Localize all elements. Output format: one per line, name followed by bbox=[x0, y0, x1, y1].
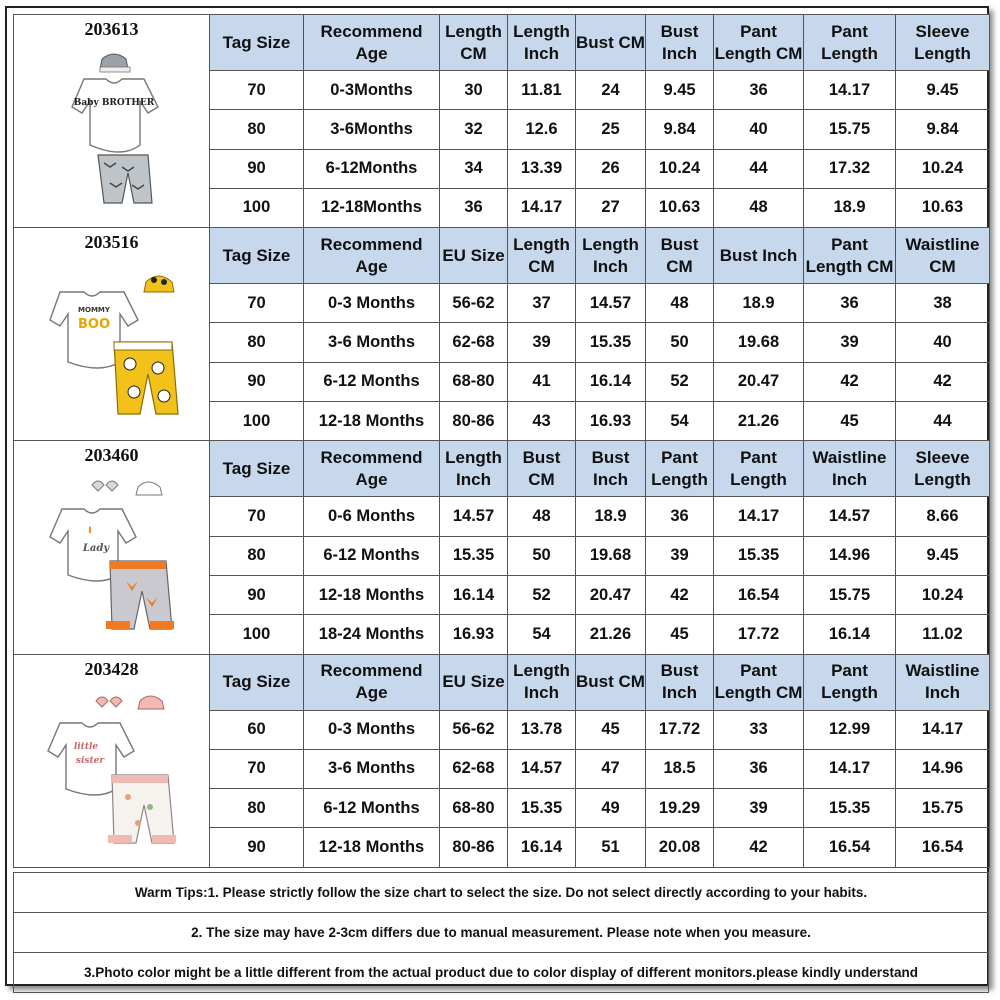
table-cell: 18.9 bbox=[576, 497, 646, 536]
table-cell: 3-6Months bbox=[304, 110, 440, 149]
column-header: Bust Inch bbox=[646, 654, 714, 710]
table-cell: 100 bbox=[210, 615, 304, 654]
column-header: Length Inch bbox=[440, 441, 508, 497]
table-cell: 16.54 bbox=[714, 575, 804, 614]
product-cell bbox=[14, 15, 210, 228]
column-header: Tag Size bbox=[210, 654, 304, 710]
table-cell: 20.47 bbox=[714, 362, 804, 401]
shirt-print-top: I bbox=[88, 526, 92, 537]
table-cell: 6-12 Months bbox=[304, 362, 440, 401]
table-cell: 45 bbox=[646, 615, 714, 654]
table-cell: 39 bbox=[714, 789, 804, 828]
table-cell: 44 bbox=[714, 149, 804, 188]
baby-brother-romper-set-icon bbox=[14, 15, 208, 225]
table-cell: 70 bbox=[210, 284, 304, 323]
column-header: Length CM bbox=[440, 15, 508, 71]
table-cell: 15.35 bbox=[804, 789, 896, 828]
shirt-print-bottom: sister bbox=[75, 755, 105, 766]
table-cell: 14.17 bbox=[896, 710, 990, 749]
table-cell: 15.35 bbox=[508, 789, 576, 828]
tip-line-2: 2. The size may have 2-3cm differs due to manual measurement. Please note when you measure. bbox=[14, 913, 989, 953]
table-cell: 3-6 Months bbox=[304, 323, 440, 362]
table-cell: 38 bbox=[896, 284, 990, 323]
table-cell: 17.32 bbox=[804, 149, 896, 188]
column-header: Tag Size bbox=[210, 228, 304, 284]
table-cell: 15.35 bbox=[576, 323, 646, 362]
table-cell: 10.24 bbox=[646, 149, 714, 188]
table-cell: 56-62 bbox=[440, 284, 508, 323]
table-cell: 14.57 bbox=[508, 749, 576, 788]
table-cell: 20.47 bbox=[576, 575, 646, 614]
table-cell: 6-12 Months bbox=[304, 536, 440, 575]
product-cell bbox=[14, 228, 210, 441]
table-cell: 16.14 bbox=[440, 575, 508, 614]
product-code: 203460 bbox=[84, 445, 139, 466]
table-cell: 41 bbox=[508, 362, 576, 401]
table-cell: 62-68 bbox=[440, 323, 508, 362]
product-cell bbox=[14, 441, 210, 654]
table-cell: 48 bbox=[508, 497, 576, 536]
table-cell: 70 bbox=[210, 497, 304, 536]
table-cell: 36 bbox=[714, 749, 804, 788]
table-cell: 12-18 Months bbox=[304, 575, 440, 614]
table-cell: 12-18Months bbox=[304, 188, 440, 227]
column-header: Recommend Age bbox=[304, 228, 440, 284]
table-cell: 14.17 bbox=[508, 188, 576, 227]
shirt-print-text: Baby BROTHER bbox=[73, 98, 155, 108]
table-cell: 42 bbox=[646, 575, 714, 614]
table-cell: 90 bbox=[210, 828, 304, 867]
table-cell: 47 bbox=[576, 749, 646, 788]
column-header: Bust CM bbox=[576, 654, 646, 710]
column-header: Pant Length CM bbox=[804, 228, 896, 284]
table-cell: 10.63 bbox=[896, 188, 990, 227]
column-header: Length Inch bbox=[576, 228, 646, 284]
table-cell: 18.9 bbox=[714, 284, 804, 323]
table-cell: 17.72 bbox=[714, 615, 804, 654]
column-header: Sleeve Length bbox=[896, 441, 990, 497]
column-header: Bust CM bbox=[508, 441, 576, 497]
table-cell: 40 bbox=[896, 323, 990, 362]
column-header: Recommend Age bbox=[304, 654, 440, 710]
table-cell: 14.96 bbox=[896, 749, 990, 788]
table-cell: 70 bbox=[210, 71, 304, 110]
column-header: Bust Inch bbox=[646, 15, 714, 71]
table-cell: 9.45 bbox=[646, 71, 714, 110]
product-code: 203428 bbox=[84, 658, 139, 679]
table-cell: 14.57 bbox=[440, 497, 508, 536]
column-header: Pant Length CM bbox=[714, 654, 804, 710]
table-cell: 21.26 bbox=[714, 402, 804, 441]
table-cell: 12-18 Months bbox=[304, 828, 440, 867]
column-header: Waistline Inch bbox=[896, 654, 990, 710]
table-cell: 80-86 bbox=[440, 828, 508, 867]
table-cell: 36 bbox=[440, 188, 508, 227]
column-header: Bust Inch bbox=[576, 441, 646, 497]
tip-line-1: Warm Tips:1. Please strictly follow the size chart to select the size. Do not select directly according to your habits. bbox=[14, 873, 989, 913]
column-header: Length Inch bbox=[508, 654, 576, 710]
table-cell: 51 bbox=[576, 828, 646, 867]
shirt-print-top: little bbox=[73, 741, 99, 752]
table-cell: 24 bbox=[576, 71, 646, 110]
table-cell: 68-80 bbox=[440, 789, 508, 828]
table-cell: 14.57 bbox=[576, 284, 646, 323]
table-cell: 54 bbox=[646, 402, 714, 441]
table-cell: 70 bbox=[210, 749, 304, 788]
table-cell: 60 bbox=[210, 710, 304, 749]
table-cell: 13.39 bbox=[508, 149, 576, 188]
table-cell: 34 bbox=[440, 149, 508, 188]
table-cell: 100 bbox=[210, 402, 304, 441]
product-code: 203613 bbox=[84, 19, 139, 39]
table-cell: 9.84 bbox=[646, 110, 714, 149]
table-cell: 40 bbox=[714, 110, 804, 149]
table-cell: 0-3 Months bbox=[304, 710, 440, 749]
table-cell: 19.68 bbox=[714, 323, 804, 362]
table-cell: 36 bbox=[646, 497, 714, 536]
shirt-print-top: MOMMY bbox=[78, 306, 110, 315]
table-cell: 12.6 bbox=[508, 110, 576, 149]
table-cell: 11.81 bbox=[508, 71, 576, 110]
column-header: Recommend Age bbox=[304, 15, 440, 71]
column-header: Sleeve Length bbox=[896, 15, 990, 71]
table-cell: 16.93 bbox=[576, 402, 646, 441]
table-cell: 9.84 bbox=[896, 110, 990, 149]
column-header: Tag Size bbox=[210, 441, 304, 497]
table-cell: 36 bbox=[804, 284, 896, 323]
column-header: Length CM bbox=[508, 228, 576, 284]
table-cell: 30 bbox=[440, 71, 508, 110]
table-cell: 44 bbox=[896, 402, 990, 441]
table-cell: 37 bbox=[508, 284, 576, 323]
table-cell: 50 bbox=[646, 323, 714, 362]
table-cell: 10.63 bbox=[646, 188, 714, 227]
table-cell: 90 bbox=[210, 362, 304, 401]
column-header: Pant Length CM bbox=[714, 15, 804, 71]
table-cell: 9.45 bbox=[896, 71, 990, 110]
table-cell: 13.78 bbox=[508, 710, 576, 749]
table-cell: 3-6 Months bbox=[304, 749, 440, 788]
column-header: Tag Size bbox=[210, 15, 304, 71]
table-cell: 50 bbox=[508, 536, 576, 575]
table-cell: 16.14 bbox=[804, 615, 896, 654]
table-cell: 42 bbox=[896, 362, 990, 401]
table-cell: 6-12Months bbox=[304, 149, 440, 188]
table-cell: 18.5 bbox=[646, 749, 714, 788]
table-cell: 16.54 bbox=[896, 828, 990, 867]
table-cell: 8.66 bbox=[896, 497, 990, 536]
table-cell: 80 bbox=[210, 110, 304, 149]
column-header: Pant Length bbox=[804, 15, 896, 71]
table-cell: 42 bbox=[714, 828, 804, 867]
column-header: Length Inch bbox=[508, 15, 576, 71]
table-cell: 90 bbox=[210, 149, 304, 188]
table-cell: 39 bbox=[508, 323, 576, 362]
table-cell: 42 bbox=[804, 362, 896, 401]
column-header: Pant Length bbox=[646, 441, 714, 497]
table-cell: 19.68 bbox=[576, 536, 646, 575]
table-cell: 100 bbox=[210, 188, 304, 227]
little-sister-floral-romper-set-icon bbox=[14, 655, 208, 865]
column-header: EU Size bbox=[440, 654, 508, 710]
table-cell: 27 bbox=[576, 188, 646, 227]
header-row bbox=[14, 441, 990, 497]
table-cell: 0-3 Months bbox=[304, 284, 440, 323]
header-row bbox=[14, 15, 990, 71]
table-cell: 80 bbox=[210, 536, 304, 575]
table-cell: 80 bbox=[210, 789, 304, 828]
table-cell: 33 bbox=[714, 710, 804, 749]
table-cell: 0-6 Months bbox=[304, 497, 440, 536]
column-header: Waistline CM bbox=[896, 228, 990, 284]
table-cell: 52 bbox=[646, 362, 714, 401]
table-cell: 9.45 bbox=[896, 536, 990, 575]
tip-line-3: 3.Photo color might be a little different from the actual product due to color display of different monitors.please kindly understand bbox=[14, 953, 989, 993]
column-header: Bust CM bbox=[646, 228, 714, 284]
table-cell: 16.14 bbox=[576, 362, 646, 401]
column-header: Bust CM bbox=[576, 15, 646, 71]
product-code: 203516 bbox=[84, 232, 139, 253]
column-header: Waistline Inch bbox=[804, 441, 896, 497]
table-cell: 39 bbox=[804, 323, 896, 362]
table-cell: 15.75 bbox=[896, 789, 990, 828]
table-cell: 39 bbox=[646, 536, 714, 575]
table-cell: 14.17 bbox=[804, 749, 896, 788]
table-cell: 56-62 bbox=[440, 710, 508, 749]
table-cell: 10.24 bbox=[896, 149, 990, 188]
size-chart-table bbox=[13, 14, 990, 868]
table-cell: 68-80 bbox=[440, 362, 508, 401]
column-header: Pant Length bbox=[804, 654, 896, 710]
size-chart-frame bbox=[5, 6, 989, 986]
table-cell: 52 bbox=[508, 575, 576, 614]
table-cell: 17.72 bbox=[646, 710, 714, 749]
table-cell: 14.17 bbox=[804, 71, 896, 110]
table-cell: 45 bbox=[576, 710, 646, 749]
table-cell: 21.26 bbox=[576, 615, 646, 654]
table-cell: 16.93 bbox=[440, 615, 508, 654]
warm-tips-table bbox=[13, 872, 989, 993]
column-header: Pant Length bbox=[714, 441, 804, 497]
table-cell: 15.75 bbox=[804, 575, 896, 614]
header-row bbox=[14, 654, 990, 710]
table-cell: 25 bbox=[576, 110, 646, 149]
shirt-print-bottom: BOO bbox=[77, 317, 111, 333]
table-cell: 16.14 bbox=[508, 828, 576, 867]
table-cell: 49 bbox=[576, 789, 646, 828]
table-cell: 19.29 bbox=[646, 789, 714, 828]
column-header: Bust Inch bbox=[714, 228, 804, 284]
table-cell: 54 bbox=[508, 615, 576, 654]
table-cell: 6-12 Months bbox=[304, 789, 440, 828]
product-cell bbox=[14, 654, 210, 867]
table-cell: 80 bbox=[210, 323, 304, 362]
table-cell: 18.9 bbox=[804, 188, 896, 227]
mommy-boo-zebra-romper-set-icon bbox=[14, 228, 208, 438]
table-cell: 14.17 bbox=[714, 497, 804, 536]
table-cell: 18-24 Months bbox=[304, 615, 440, 654]
table-cell: 43 bbox=[508, 402, 576, 441]
table-cell: 14.57 bbox=[804, 497, 896, 536]
table-cell: 20.08 bbox=[646, 828, 714, 867]
table-cell: 14.96 bbox=[804, 536, 896, 575]
table-cell: 90 bbox=[210, 575, 304, 614]
table-cell: 11.02 bbox=[896, 615, 990, 654]
header-row bbox=[14, 228, 990, 284]
table-cell: 48 bbox=[646, 284, 714, 323]
fox-romper-set-icon bbox=[14, 441, 208, 651]
table-cell: 15.75 bbox=[804, 110, 896, 149]
table-cell: 12-18 Months bbox=[304, 402, 440, 441]
table-cell: 48 bbox=[714, 188, 804, 227]
table-cell: 15.35 bbox=[440, 536, 508, 575]
table-cell: 62-68 bbox=[440, 749, 508, 788]
table-cell: 16.54 bbox=[804, 828, 896, 867]
table-cell: 0-3Months bbox=[304, 71, 440, 110]
table-cell: 10.24 bbox=[896, 575, 990, 614]
table-cell: 12.99 bbox=[804, 710, 896, 749]
column-header: Recommend Age bbox=[304, 441, 440, 497]
table-cell: 15.35 bbox=[714, 536, 804, 575]
table-cell: 45 bbox=[804, 402, 896, 441]
table-cell: 26 bbox=[576, 149, 646, 188]
table-cell: 80-86 bbox=[440, 402, 508, 441]
table-cell: 32 bbox=[440, 110, 508, 149]
column-header: EU Size bbox=[440, 228, 508, 284]
table-cell: 36 bbox=[714, 71, 804, 110]
shirt-print-bottom: Lady bbox=[82, 543, 110, 555]
